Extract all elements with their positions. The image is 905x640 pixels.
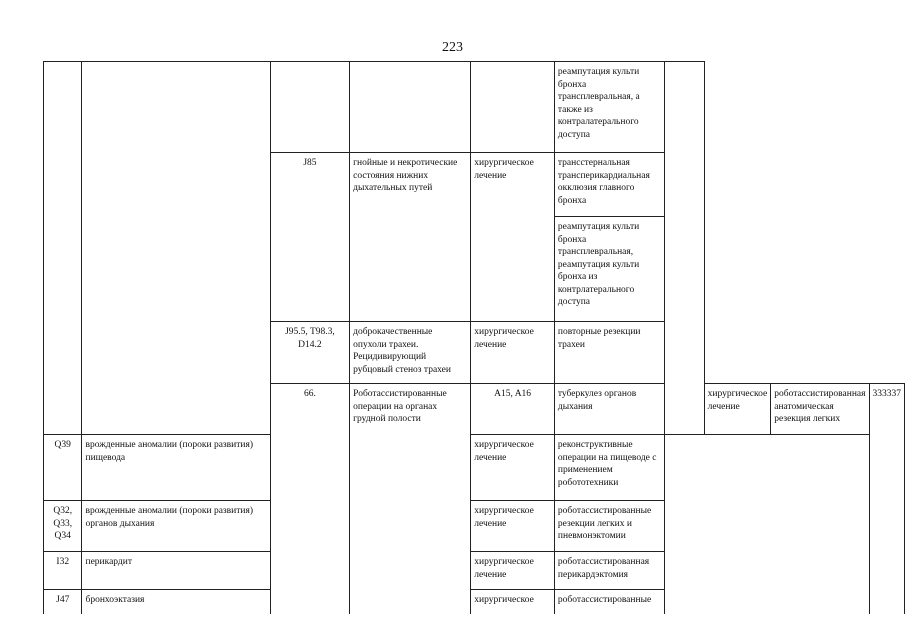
treatment-type-cell: хирургическое лечение <box>471 322 555 384</box>
icd-code-cell: Q32, Q33, Q34 <box>44 501 82 552</box>
icd-code-cell: J85 <box>270 153 349 322</box>
icd-code-cell: I32 <box>44 552 82 590</box>
treatment-method-cell: трансстернальная трансперикардиальная окклюзия главного бронха <box>554 153 664 217</box>
treatment-type-cell: хирургическое <box>471 590 555 614</box>
icd-code-cell: J95.5, T98.3, D14.2 <box>270 322 349 384</box>
patient-model-cell: туберкулез органов дыхания <box>554 384 664 435</box>
icd-code-cell: A15, A16 <box>471 384 555 435</box>
patient-model-cell: перикардит <box>82 552 270 590</box>
table-row <box>44 62 905 153</box>
treatment-method-cell: реампутация культи бронха трансплевральная, реампутация культи бронха из контрлатерального доступа <box>554 217 664 322</box>
icd-code-cell: J47 <box>44 590 82 614</box>
procedure-name-cell: Роботассистированные операции на органах грудной полости <box>350 384 471 614</box>
cost-cell: 333337 <box>869 384 905 614</box>
treatment-type-cell: хирургическое лечение <box>471 552 555 590</box>
table-row <box>44 501 905 552</box>
treatment-type-cell <box>471 62 555 153</box>
treatment-method-cell: роботассистированная перикардэктомия <box>554 552 664 590</box>
treatment-method-cell: роботассистированные резекции легких и пневмонэктомии <box>554 501 664 552</box>
table-row <box>44 435 905 501</box>
procedure-name-cell <box>82 62 270 435</box>
treatment-type-cell: хирургическое лечение <box>704 384 771 435</box>
treatment-type-cell: хирургическое лечение <box>471 501 555 552</box>
table-row <box>44 590 905 614</box>
patient-model-cell <box>350 62 471 153</box>
patient-model-cell: врожденные аномалии (пороки развития) пищевода <box>82 435 270 501</box>
treatment-method-cell: повторные резекции трахеи <box>554 322 664 384</box>
treatment-type-cell: хирургическое лечение <box>471 153 555 322</box>
treatment-method-cell: роботассистированные <box>554 590 664 614</box>
icd-code-cell: Q39 <box>44 435 82 501</box>
icd-code-cell <box>270 62 349 153</box>
patient-model-cell: врожденные аномалии (пороки развития) органов дыхания <box>82 501 270 552</box>
page-number: 223 <box>442 40 463 55</box>
patient-model-cell: доброкачественные опухоли трахеи. Рецидивирующий рубцовый стеноз трахеи <box>350 322 471 384</box>
treatment-method-cell: роботассистированная анатомическая резекция легких <box>771 384 869 435</box>
treatment-type-cell: хирургическое лечение <box>471 435 555 501</box>
patient-model-cell: гнойные и некротические состояния нижних дыхательных путей <box>350 153 471 322</box>
procedures-table <box>43 61 905 614</box>
patient-model-cell: бронхоэктазия <box>82 590 270 614</box>
treatment-method-cell: реампутация культи бронха трансплевральная, а также из контралатерального доступа <box>554 62 664 153</box>
row-number-cell: 66. <box>270 384 349 614</box>
treatment-method-cell: реконструктивные операции на пищеводе с применением робототехники <box>554 435 664 501</box>
cost-cell <box>664 62 704 435</box>
table-row <box>44 552 905 590</box>
row-number-cell <box>44 62 82 435</box>
